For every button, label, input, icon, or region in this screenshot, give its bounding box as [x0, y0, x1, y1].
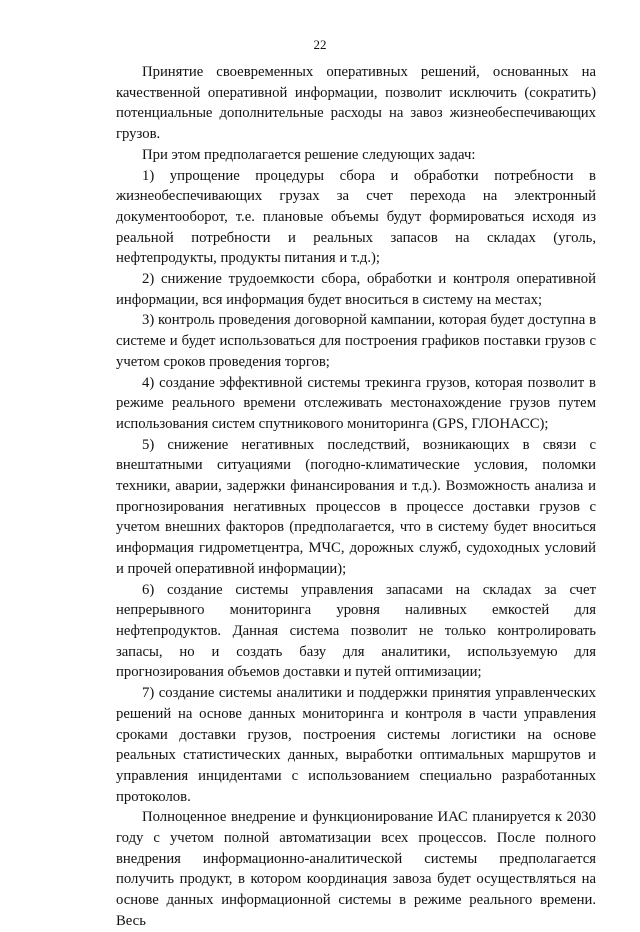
- document-body: [116, 62, 596, 932]
- list-item-3: 3) контроль проведения договорной кампании, которая будет доступна в системе и будет использоваться для построения графиков поставки грузов с учетом сроков проведения торгов;: [116, 312, 596, 370]
- list-item-6: 6) создание системы управления запасами на складах за счет непрерывного мониторинга уровня наливных емкостей для нефтепродуктов. Данная система позволит не только контролировать запасы, но и создать базу для аналитики, используемую для прогнозирования объемов доставки и путей оптимизации;: [116, 581, 596, 681]
- list-item-1: 1) упрощение процедуры сбора и обработки потребности в жизнеобеспечивающих грузах за счет перехода на электронный документооборот, т.е. плановые объемы будут формироваться исходя из реальной потребности и реальных запасов на складах (уголь, нефтепродукты, продукты питания и т.д.);: [116, 167, 596, 267]
- list-item-5: 5) снижение негативных последствий, возникающих в связи с внештатными ситуациями (погодно-климатические условия, поломки техники, аварии, задержки финансирования и т.д.). Возможность анализа и прогнозирования негативных процессов в процессе доставки грузов с учетом внешних факторов (предполагается, что в систему будет вноситься информация гидрометцентра, МЧС, дорожных служб, судоходных условий и прочей оперативной информации);: [116, 436, 596, 577]
- list-item-4: 4) создание эффективной системы трекинга грузов, которая позволит в режиме реального времени отслеживать местонахождение грузов путем использования систем спутникового мониторинга (GPS, ГЛОНАСС);: [116, 374, 596, 432]
- list-item-7: 7) создание системы аналитики и поддержки принятия управленческих решений на основе данных мониторинга и контроля в части управления сроками доставки грузов, построения системы логистики на основе реальных статистических данных, выработки оптимальных маршрутов и управления инцидентами с использованием специально разработанных протоколов.: [116, 685, 596, 805]
- list-item-2: 2) снижение трудоемкости сбора, обработки и контроля оперативной информации, вся информация будет вноситься в систему на местах;: [116, 271, 596, 308]
- paragraph-conclusion: Полноценное внедрение и функционирование ИАС планируется к 2030 году с учетом полной автоматизации всех процессов. После полного внедрения информационно-аналитической системы предполагается получить продукт, в котором координация завоза будет осуществляться на основе данных информационной системы в режиме реального времени. Весь: [116, 809, 596, 929]
- paragraph-intro: Принятие своевременных оперативных решений, основанных на качественной оперативной информации, позволит исключить (сократить) потенциальные дополнительные расходы на завоз жизнеобеспечивающих грузов.: [116, 64, 596, 143]
- paragraph-tasks-lead: При этом предполагается решение следующих задач:: [142, 146, 476, 163]
- page-number: 22: [313, 37, 327, 52]
